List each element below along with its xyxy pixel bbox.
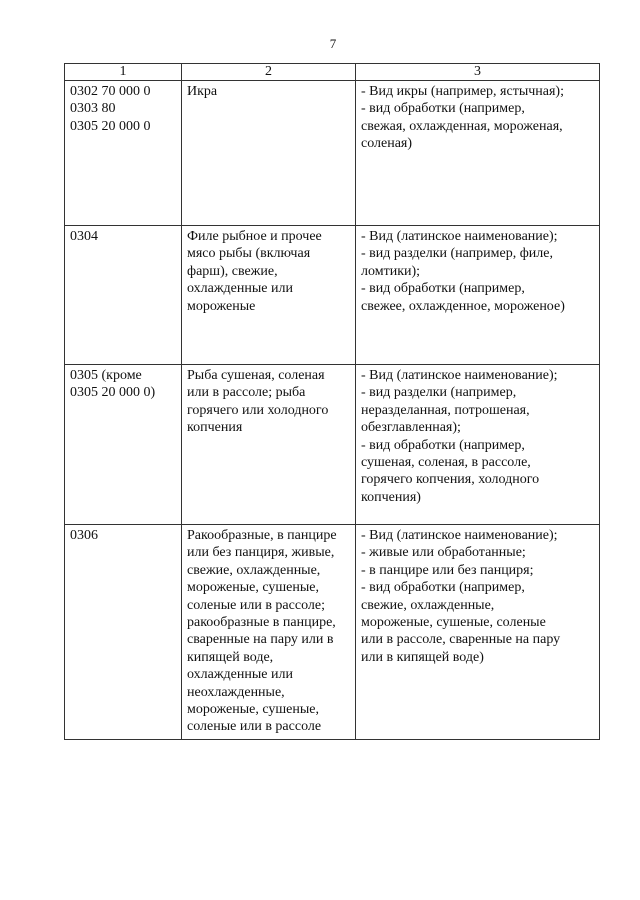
- name-line: охлажденные или: [187, 667, 293, 683]
- code-line: 0302 70 000 0: [70, 84, 151, 99]
- attributes-line: мороженые, сушеные, соленые: [361, 615, 546, 631]
- column-header-3: 3: [356, 64, 600, 81]
- attributes-line: соленая): [361, 136, 413, 152]
- attributes-line: - Вид (латинское наименование);: [361, 528, 558, 543]
- name-line: Ракообразные, в панцире: [187, 528, 337, 543]
- attributes-line: неразделанная, потрошеная,: [361, 402, 530, 418]
- name-line: кипящей воде,: [187, 649, 274, 665]
- name-line: или без панциря, живые,: [187, 545, 335, 561]
- attributes-line: или в рассоле, сваренные на пару: [361, 632, 561, 648]
- name-line: Филе рыбное и прочее: [187, 229, 322, 244]
- table-header-row: [65, 64, 600, 81]
- name-line: сваренные на пару или в: [187, 632, 334, 648]
- attributes-line: - живые или обработанные;: [361, 545, 526, 561]
- cell-name: [182, 525, 356, 740]
- name-line: соленые или в рассоле;: [187, 597, 325, 613]
- attributes-line: или в кипящей воде): [361, 649, 484, 665]
- cell-code: [65, 525, 182, 740]
- cell-code: [65, 226, 182, 365]
- table-row: [65, 81, 600, 226]
- cell-code: [65, 365, 182, 525]
- attributes-line: - Вид икры (например, ястычная);: [361, 84, 564, 99]
- name-line: мясо рыбы (включая: [187, 246, 311, 262]
- cell-attributes: [356, 525, 600, 740]
- attributes-line: копчения): [361, 489, 421, 505]
- cell-name: [182, 226, 356, 365]
- attributes-line: свежие, охлажденные,: [361, 597, 495, 613]
- name-line: фарш), свежие,: [187, 263, 278, 279]
- column-header-1: 1: [65, 64, 182, 81]
- name-line: неохлажденные,: [187, 684, 285, 700]
- attributes-line: свежее, охлажденное, мороженое): [361, 298, 565, 314]
- name-line: свежие, охлажденные,: [187, 562, 321, 578]
- attributes-line: - в панцире или без панциря;: [361, 562, 534, 578]
- attributes-line: - вид разделки (например, филе,: [361, 246, 554, 262]
- code-line: 0303 80: [70, 101, 116, 117]
- attributes-line: - вид разделки (например,: [361, 385, 517, 401]
- code-line: 0304: [70, 229, 98, 244]
- name-line: мороженые, сушеные,: [187, 580, 319, 596]
- name-line: или в рассоле; рыба: [187, 385, 306, 401]
- attributes-line: - Вид (латинское наименование);: [361, 229, 558, 244]
- attributes-line: свежая, охлажденная, мороженая,: [361, 118, 563, 134]
- cell-code: [65, 81, 182, 226]
- cell-name: [182, 365, 356, 525]
- name-line: горячего или холодного: [187, 402, 329, 418]
- table-row: [65, 226, 600, 365]
- attributes-line: сушеная, соленая, в рассоле,: [361, 455, 531, 471]
- attributes-line: - вид обработки (например,: [361, 437, 525, 453]
- table-row: [65, 525, 600, 740]
- attributes-line: - Вид (латинское наименование);: [361, 368, 558, 383]
- attributes-line: обезглавленная);: [361, 420, 461, 436]
- name-line: мороженые: [187, 298, 256, 314]
- page-number: 7: [329, 36, 337, 51]
- name-line: копчения: [187, 420, 243, 436]
- attributes-line: ломтики);: [361, 263, 421, 279]
- name-line: ракообразные в панцире,: [187, 615, 336, 631]
- cell-name: [182, 81, 356, 226]
- attributes-line: - вид обработки (например,: [361, 281, 525, 297]
- attributes-line: - вид обработки (например,: [361, 580, 525, 596]
- cell-attributes: [356, 81, 600, 226]
- table-row: [65, 365, 600, 525]
- attributes-line: горячего копчения, холодного: [361, 472, 540, 488]
- code-line: 0306: [70, 528, 98, 543]
- cell-attributes: [356, 365, 600, 525]
- name-line: мороженые, сушеные,: [187, 702, 319, 718]
- name-line: соленые или в рассоле: [187, 719, 322, 735]
- product-table: [64, 63, 600, 740]
- attributes-line: - вид обработки (например,: [361, 101, 525, 117]
- code-line: 0305 (кроме: [70, 368, 142, 383]
- name-line: охлажденные или: [187, 281, 293, 297]
- cell-attributes: [356, 226, 600, 365]
- name-line: Икра: [187, 84, 218, 99]
- code-line: 0305 20 000 0: [70, 118, 151, 134]
- code-line: 0305 20 000 0): [70, 385, 156, 401]
- name-line: Рыба сушеная, соленая: [187, 368, 325, 383]
- column-header-2: 2: [182, 64, 356, 81]
